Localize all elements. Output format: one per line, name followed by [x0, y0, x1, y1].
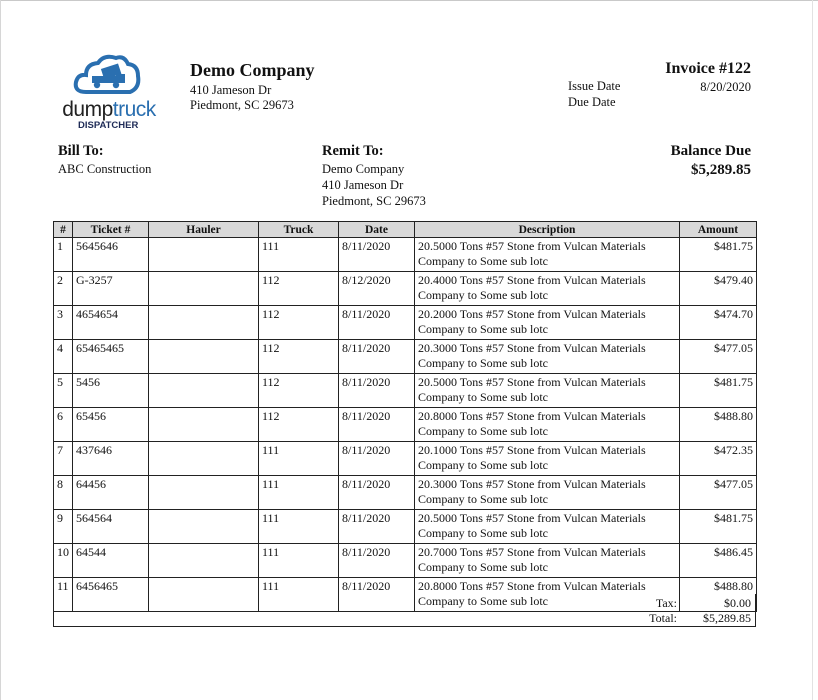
cell-description: 20.4000 Tons #57 Stone from Vulcan Materials Company to Some sub lotc	[415, 272, 680, 306]
cell-ticket-number: 5456	[73, 374, 149, 408]
table-row	[54, 272, 757, 306]
cell-ticket-date: 8/11/2020	[339, 544, 415, 578]
table-row	[54, 510, 757, 544]
remit-to-section	[322, 143, 426, 209]
invoice-header	[665, 60, 751, 95]
cell-hauler	[149, 510, 259, 544]
cell-amount: $486.45	[680, 544, 757, 578]
cell-amount: $488.80	[680, 578, 757, 612]
cell-row-number: 3	[54, 306, 73, 340]
cell-hauler	[149, 442, 259, 476]
cell-amount: $481.75	[680, 510, 757, 544]
cell-amount: $479.40	[680, 272, 757, 306]
table-row	[54, 306, 757, 340]
cell-row-number: 2	[54, 272, 73, 306]
cell-ticket-date: 8/11/2020	[339, 408, 415, 442]
cell-ticket-date: 8/11/2020	[339, 476, 415, 510]
cell-hauler	[149, 374, 259, 408]
cell-hauler	[149, 272, 259, 306]
column-header-ticket: Ticket #	[73, 222, 149, 238]
cell-ticket-number: 65456	[73, 408, 149, 442]
cell-row-number: 1	[54, 238, 73, 272]
balance-due-value: $5,289.85	[691, 162, 751, 178]
cell-amount: $488.80	[680, 408, 757, 442]
cell-ticket-date: 8/11/2020	[339, 578, 415, 612]
tax-value: $0.00	[724, 596, 751, 610]
line-items-table	[53, 221, 757, 612]
table-row	[54, 476, 757, 510]
due-date-label: Due Date	[568, 95, 616, 109]
cell-description: 20.5000 Tons #57 Stone from Vulcan Materials Company to Some sub lotc	[415, 374, 680, 408]
balance-due-label: Balance Due	[670, 143, 751, 159]
cell-row-number: 10	[54, 544, 73, 578]
invoice-title: Invoice #122	[665, 60, 751, 77]
cell-ticket-number: 64544	[73, 544, 149, 578]
cell-truck: 112	[259, 408, 339, 442]
cell-ticket-number: 6456465	[73, 578, 149, 612]
cell-ticket-number: 4654654	[73, 306, 149, 340]
cell-amount: $481.75	[680, 238, 757, 272]
company-logo	[56, 52, 162, 132]
column-header-amount: Amount	[680, 222, 757, 238]
cell-hauler	[149, 238, 259, 272]
table-row	[54, 442, 757, 476]
company-address-line1: 410 Jameson Dr	[190, 83, 272, 97]
cell-ticket-date: 8/12/2020	[339, 272, 415, 306]
cell-ticket-date: 8/11/2020	[339, 306, 415, 340]
company-name: Demo Company	[190, 60, 315, 80]
cell-truck: 111	[259, 578, 339, 612]
cell-truck: 111	[259, 442, 339, 476]
company-address-line2: Piedmont, SC 29673	[190, 98, 294, 112]
cell-amount: $477.05	[680, 340, 757, 374]
cell-truck: 111	[259, 476, 339, 510]
cell-ticket-number: 5645646	[73, 238, 149, 272]
cell-ticket-number: G-3257	[73, 272, 149, 306]
cell-ticket-date: 8/11/2020	[339, 238, 415, 272]
cell-truck: 111	[259, 544, 339, 578]
cell-description: 20.8000 Tons #57 Stone from Vulcan Materials Company to Some sub lotc	[415, 408, 680, 442]
page-edge-right	[812, 0, 813, 700]
cell-description: 20.3000 Tons #57 Stone from Vulcan Materials Company to Some sub lotc	[415, 340, 680, 374]
cell-ticket-number: 64456	[73, 476, 149, 510]
cell-ticket-number: 564564	[73, 510, 149, 544]
cell-ticket-date: 8/11/2020	[339, 510, 415, 544]
cell-row-number: 6	[54, 408, 73, 442]
cell-amount: $481.75	[680, 374, 757, 408]
cell-description: 20.7000 Tons #57 Stone from Vulcan Materials Company to Some sub lotc	[415, 544, 680, 578]
cell-description: 20.8000 Tons #57 Stone from Vulcan Materials Company to Some sub lotc	[415, 578, 680, 612]
bill-to-heading: Bill To:	[58, 143, 104, 159]
cell-row-number: 4	[54, 340, 73, 374]
cell-truck: 112	[259, 374, 339, 408]
cell-truck: 112	[259, 272, 339, 306]
remit-to-name: Demo Company	[322, 162, 405, 176]
cell-description: 20.5000 Tons #57 Stone from Vulcan Materials Company to Some sub lotc	[415, 238, 680, 272]
cell-row-number: 7	[54, 442, 73, 476]
invoice-dates-labels	[568, 78, 620, 110]
table-row	[54, 340, 757, 374]
cell-amount: $472.35	[680, 442, 757, 476]
cell-ticket-number: 437646	[73, 442, 149, 476]
cell-description: 20.1000 Tons #57 Stone from Vulcan Materials Company to Some sub lotc	[415, 442, 680, 476]
logo-word-truck: truck	[112, 98, 156, 121]
totals-box	[53, 594, 756, 627]
table-header-row	[54, 222, 757, 238]
tax-label: Tax:	[655, 596, 677, 610]
column-header-hauler: Hauler	[149, 222, 259, 238]
cell-truck: 111	[259, 510, 339, 544]
cell-hauler	[149, 340, 259, 374]
page-edge-top	[0, 0, 818, 1]
cell-hauler	[149, 544, 259, 578]
column-header-number: #	[54, 222, 73, 238]
issue-date-label: Issue Date	[568, 79, 621, 93]
bill-to-section	[58, 143, 151, 177]
table-row	[54, 408, 757, 442]
cell-hauler	[149, 408, 259, 442]
cell-hauler	[149, 306, 259, 340]
column-header-description: Description	[415, 222, 680, 238]
table-row	[54, 544, 757, 578]
column-header-date: Date	[339, 222, 415, 238]
cell-ticket-date: 8/11/2020	[339, 374, 415, 408]
cell-amount: $477.05	[680, 476, 757, 510]
remit-to-address-line1: 410 Jameson Dr	[322, 178, 404, 192]
page-edge-left	[0, 0, 1, 700]
cell-row-number: 9	[54, 510, 73, 544]
cell-description: 20.2000 Tons #57 Stone from Vulcan Materials Company to Some sub lotc	[415, 306, 680, 340]
remit-to-address-line2: Piedmont, SC 29673	[322, 194, 426, 208]
cell-row-number: 5	[54, 374, 73, 408]
total-value: $5,289.85	[703, 611, 751, 625]
column-header-truck: Truck	[259, 222, 339, 238]
cell-ticket-date: 8/11/2020	[339, 442, 415, 476]
cell-description: 20.3000 Tons #57 Stone from Vulcan Materials Company to Some sub lotc	[415, 476, 680, 510]
cell-truck: 112	[259, 340, 339, 374]
cell-row-number: 11	[54, 578, 73, 612]
total-label: Total:	[649, 611, 677, 625]
company-header	[190, 60, 315, 113]
logo-word-dump: dump	[62, 98, 113, 121]
cell-truck: 111	[259, 238, 339, 272]
balance-due-section	[671, 143, 751, 179]
remit-to-heading: Remit To:	[322, 143, 384, 159]
cell-ticket-number: 65465465	[73, 340, 149, 374]
table-row	[54, 238, 757, 272]
cell-hauler	[149, 476, 259, 510]
cell-truck: 112	[259, 306, 339, 340]
dump-truck-cloud-icon	[72, 52, 142, 100]
cell-ticket-date: 8/11/2020	[339, 340, 415, 374]
cell-description: 20.5000 Tons #57 Stone from Vulcan Materials Company to Some sub lotc	[415, 510, 680, 544]
bill-to-name: ABC Construction	[58, 162, 152, 176]
cell-row-number: 8	[54, 476, 73, 510]
table-row	[54, 374, 757, 408]
invoice-issue-date: 8/20/2020	[700, 80, 751, 94]
logo-subtitle: DISPATCHER	[78, 120, 139, 131]
cell-amount: $474.70	[680, 306, 757, 340]
